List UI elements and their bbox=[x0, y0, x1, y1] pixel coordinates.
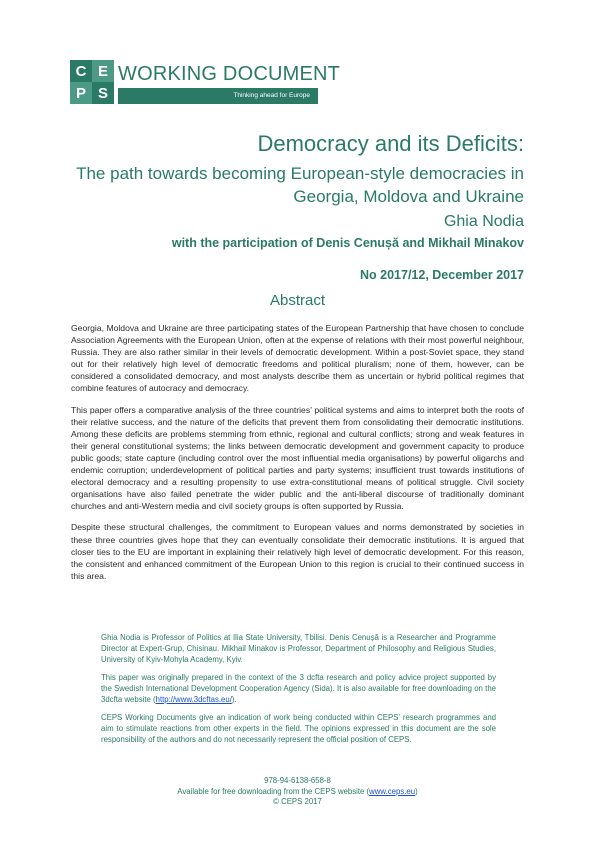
funding-text-end: ). bbox=[231, 695, 237, 704]
tagline: Thinking ahead for Europe bbox=[233, 92, 310, 99]
funding-note bbox=[101, 672, 496, 705]
notes-block bbox=[101, 632, 496, 752]
logo-letter: S bbox=[92, 82, 114, 104]
document-subtitle: The path towards becoming European-style democracies in Georgia, Moldova and Ukraine bbox=[76, 164, 524, 206]
logo-letter: C bbox=[70, 60, 92, 82]
copyright: © CEPS 2017 bbox=[273, 797, 322, 806]
contributors: with the participation of Denis Cenușă and Mikhail Minakov bbox=[171, 236, 524, 250]
abstract-paragraph: Despite these structural challenges, the commitment to European values and norms demonstrated by societies in these three countries gives hope that they can eventually consolidate their democratic institutions. It is argued that closer ties to the EU are important in explaining their relatively high level of democratic development. For this reason, the consistent and enhanced commitment of the European Union to this region is crucial to their continued success in this area. bbox=[71, 522, 524, 581]
abstract-paragraph: This paper offers a comparative analysis of the three countries’ political systems and aims to interpret both the roots of their relative success, and the nature of the deficits that prevent them from consolidating their democratic institutions. Among these deficits are problems stemming from ethnic, regional and cultural conflicts; strong and weak features in their general constitutional systems; the links between democratic development and government capacity to produce public goods; state capture (including control over the most influential media organisations) by powerful oligarchs and endemic corruption; underdevelopment of political parties and party systems; insufficient trust towards institutions of electoral democracy and a resulting propensity to use extra-constitutional means of political struggle. Civil society organisations have also failed penetrate the wider public and the anti-liberal discourse of traditionally dominant churches and anti-Western media and civil society groups is often supported by Russia. bbox=[71, 404, 524, 512]
ceps-website-link[interactable]: www.ceps.eu bbox=[369, 786, 416, 796]
abstract-paragraph: Georgia, Moldova and Ukraine are three participating states of the European Partnership that have chosen to conclude Association Agreements with the European Union, often at the expense of relations with their most powerful neighbour, Russia. They are also rather similar in their levels of democratic development. Within a post-Soviet space, they stand out for their relatively high level of democratic freedoms and political pluralism; none of them, however, can be considered a consolidated democracy, and most analysts describe them as uncertain or hybrid political regimes that combine features of autocracy and democracy. bbox=[71, 323, 524, 394]
tagline-bar bbox=[118, 88, 318, 104]
footer bbox=[0, 776, 595, 808]
author-name: Ghia Nodia bbox=[443, 213, 524, 230]
funding-text: This paper was originally prepared in the context of the 3 dcfta research and policy advice project supported by the Swedish International Development Cooperation Agency (Sida). It is also available for free downloading on the 3dcfta website ( bbox=[101, 673, 496, 704]
isbn: 978-94-6138-658-8 bbox=[264, 776, 331, 785]
download-note bbox=[0, 787, 595, 798]
abstract-body bbox=[71, 322, 524, 591]
download-text-end: ) bbox=[415, 786, 418, 796]
3dcfta-link[interactable]: http://www.3dcftas.eu/ bbox=[155, 695, 232, 704]
document-title: Democracy and its Deficits: bbox=[257, 131, 524, 156]
series-title: WORKING DOCUMENT bbox=[118, 63, 341, 85]
ceps-logo-mark bbox=[70, 60, 114, 104]
download-text: Available for free downloading from the CEPS website ( bbox=[177, 786, 370, 796]
ceps-logo bbox=[70, 60, 370, 110]
document-number: No 2017/12, December 2017 bbox=[360, 268, 524, 282]
abstract-heading: Abstract bbox=[269, 292, 326, 309]
author-bio: Ghia Nodia is Professor of Politics at Ilia State University, Tbilisi. Denis Cenușă is a Researcher and Programme Director at Expert-Grup, Chisinau. Mikhail Minakov is Professor, Department of Philosophy and Religious Studies, University of Kyiv-Mohyla Academy, Kyiv. bbox=[101, 633, 496, 664]
logo-letter: P bbox=[70, 82, 92, 104]
disclaimer: CEPS Working Documents give an indication of work being conducted within CEPS’ research programmes and aim to stimulate reactions from other experts in the field. The opinions expressed in this document are the sole responsibility of the authors and do not necessarily represent the official position of CEPS. bbox=[101, 713, 496, 744]
logo-letter: E bbox=[92, 60, 114, 82]
